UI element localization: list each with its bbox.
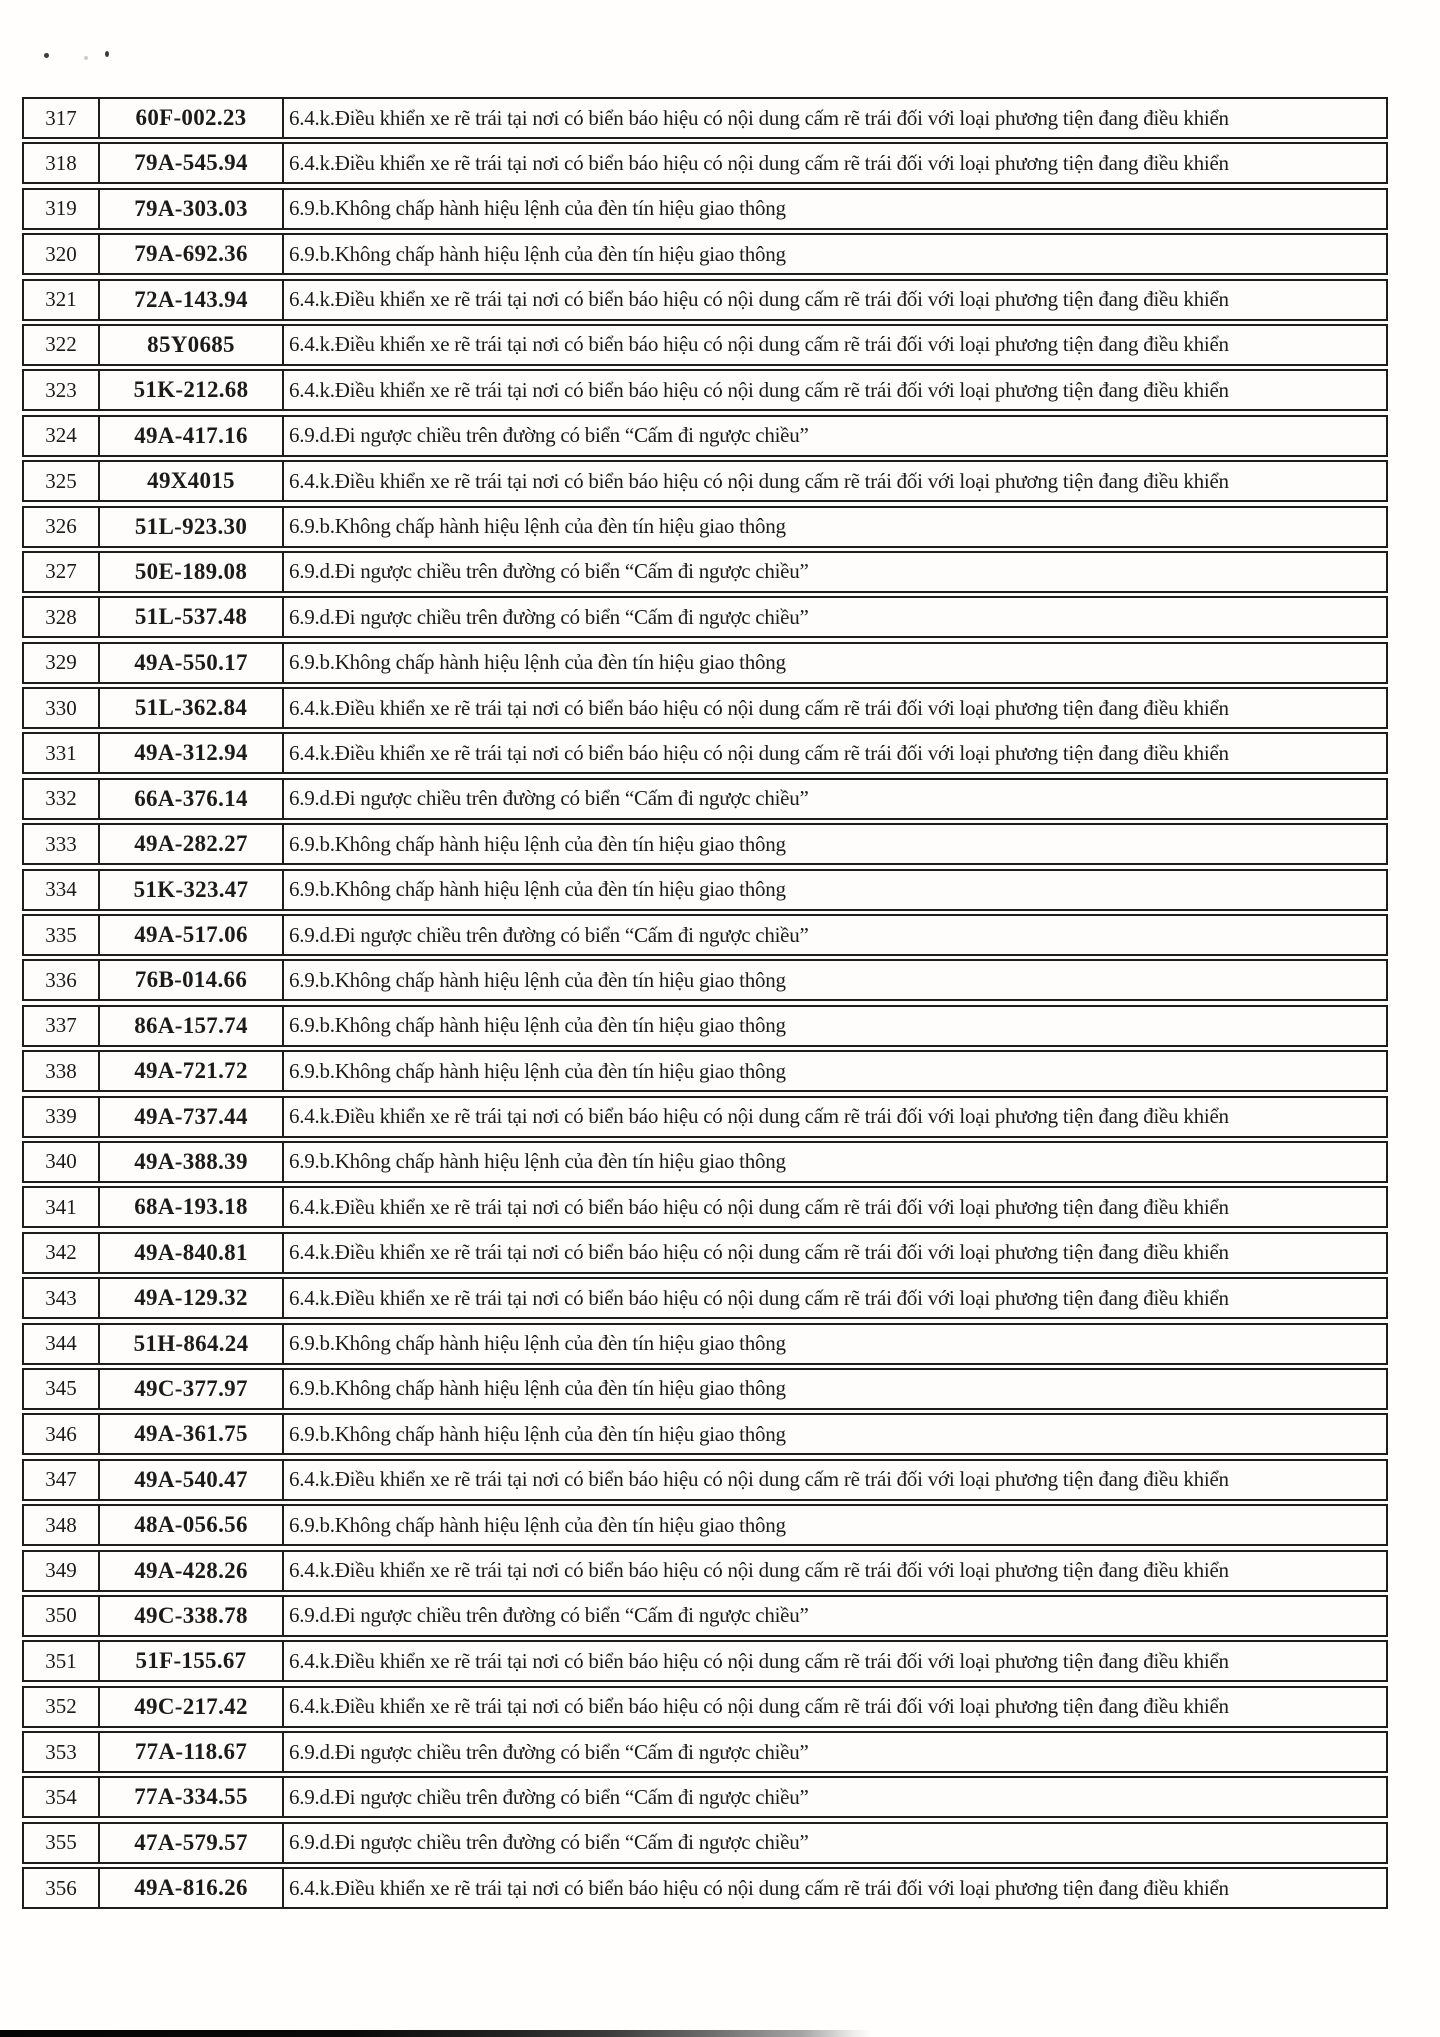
table-row xyxy=(22,642,1388,684)
table-row xyxy=(22,506,1388,548)
row-number-cell: 339 xyxy=(24,1098,100,1136)
license-plate-cell: 72A-143.94 xyxy=(100,281,284,319)
license-plate-cell: 51F-155.67 xyxy=(100,1642,284,1680)
license-plate-cell: 79A-545.94 xyxy=(100,144,284,182)
violation-description-cell: 6.9.b.Không chấp hành hiệu lệnh của đèn tín hiệu giao thông xyxy=(289,1149,786,1174)
row-number-cell: 341 xyxy=(24,1188,100,1226)
row-number-cell: 322 xyxy=(24,326,100,364)
row-number-cell: 353 xyxy=(24,1733,100,1771)
violation-description-cell: 6.9.b.Không chấp hành hiệu lệnh của đèn tín hiệu giao thông xyxy=(289,1512,786,1537)
violation-description-cell: 6.4.k.Điều khiển xe rẽ trái tại nơi có biển báo hiệu có nội dung cấm rẽ trái đối với loại phương tiện đang điều khiển xyxy=(289,287,1229,312)
table-row xyxy=(22,1504,1388,1546)
row-number-cell: 344 xyxy=(24,1325,100,1363)
row-number-cell: 348 xyxy=(24,1506,100,1544)
table-row xyxy=(22,959,1388,1001)
table-row xyxy=(22,1776,1388,1818)
violation-table xyxy=(22,97,1388,1913)
license-plate-cell: 51K-323.47 xyxy=(100,871,284,909)
row-number-cell: 337 xyxy=(24,1007,100,1045)
table-row xyxy=(22,142,1388,184)
row-number-cell: 328 xyxy=(24,598,100,636)
license-plate-cell: 51L-537.48 xyxy=(100,598,284,636)
violation-description-cell: 6.4.k.Điều khiển xe rẽ trái tại nơi có biển báo hiệu có nội dung cấm rẽ trái đối với loại phương tiện đang điều khiển xyxy=(289,150,1229,175)
row-number-cell: 329 xyxy=(24,644,100,682)
row-number-cell: 352 xyxy=(24,1688,100,1726)
license-plate-cell: 49A-816.26 xyxy=(100,1869,284,1907)
license-plate-cell: 86A-157.74 xyxy=(100,1007,284,1045)
row-number-cell: 349 xyxy=(24,1552,100,1590)
table-row xyxy=(22,1050,1388,1092)
scan-speck-icon xyxy=(105,51,109,57)
row-number-cell: 327 xyxy=(24,553,100,591)
license-plate-cell: 50E-189.08 xyxy=(100,553,284,591)
table-row xyxy=(22,823,1388,865)
violation-description-cell: 6.9.b.Không chấp hành hiệu lệnh của đèn tín hiệu giao thông xyxy=(289,1013,786,1038)
row-number-cell: 324 xyxy=(24,417,100,455)
license-plate-cell: 49X4015 xyxy=(100,462,284,500)
table-row xyxy=(22,869,1388,911)
violation-description-cell: 6.9.d.Đi ngược chiều trên đường có biển “Cấm đi ngược chiều” xyxy=(289,1830,809,1855)
violation-description-cell: 6.4.k.Điều khiển xe rẽ trái tại nơi có biển báo hiệu có nội dung cấm rẽ trái đối với loại phương tiện đang điều khiển xyxy=(289,1875,1229,1900)
row-number-cell: 347 xyxy=(24,1461,100,1499)
table-row xyxy=(22,279,1388,321)
table-row xyxy=(22,1323,1388,1365)
violation-description-cell: 6.9.b.Không chấp hành hiệu lệnh của đèn tín hiệu giao thông xyxy=(289,241,786,266)
row-number-cell: 336 xyxy=(24,961,100,999)
row-number-cell: 318 xyxy=(24,144,100,182)
table-row xyxy=(22,1822,1388,1864)
row-number-cell: 332 xyxy=(24,780,100,818)
row-number-cell: 326 xyxy=(24,508,100,546)
violation-description-cell: 6.4.k.Điều khiển xe rẽ trái tại nơi có biển báo hiệu có nội dung cấm rẽ trái đối với loại phương tiện đang điều khiển xyxy=(289,1694,1229,1719)
license-plate-cell: 49A-540.47 xyxy=(100,1461,284,1499)
license-plate-cell: 49C-217.42 xyxy=(100,1688,284,1726)
violation-description-cell: 6.4.k.Điều khiển xe rẽ trái tại nơi có biển báo hiệu có nội dung cấm rẽ trái đối với loại phương tiện đang điều khiển xyxy=(289,695,1229,720)
row-number-cell: 340 xyxy=(24,1143,100,1181)
license-plate-cell: 49A-129.32 xyxy=(100,1279,284,1317)
license-plate-cell: 79A-692.36 xyxy=(100,235,284,273)
row-number-cell: 333 xyxy=(24,825,100,863)
row-number-cell: 356 xyxy=(24,1869,100,1907)
scan-speck-icon xyxy=(44,53,49,58)
license-plate-cell: 48A-056.56 xyxy=(100,1506,284,1544)
violation-description-cell: 6.9.b.Không chấp hành hiệu lệnh của đèn tín hiệu giao thông xyxy=(289,650,786,675)
scan-speck-icon xyxy=(84,56,88,60)
table-row xyxy=(22,551,1388,593)
row-number-cell: 338 xyxy=(24,1052,100,1090)
violation-description-cell: 6.4.k.Điều khiển xe rẽ trái tại nơi có biển báo hiệu có nội dung cấm rẽ trái đối với loại phương tiện đang điều khiển xyxy=(289,1467,1229,1492)
license-plate-cell: 85Y0685 xyxy=(100,326,284,364)
row-number-cell: 350 xyxy=(24,1597,100,1635)
row-number-cell: 355 xyxy=(24,1824,100,1862)
row-number-cell: 354 xyxy=(24,1778,100,1816)
row-number-cell: 351 xyxy=(24,1642,100,1680)
violation-description-cell: 6.9.d.Đi ngược chiều trên đường có biển “Cấm đi ngược chiều” xyxy=(289,1739,809,1764)
table-row xyxy=(22,1141,1388,1183)
license-plate-cell: 66A-376.14 xyxy=(100,780,284,818)
table-row xyxy=(22,596,1388,638)
violation-description-cell: 6.4.k.Điều khiển xe rẽ trái tại nơi có biển báo hiệu có nội dung cấm rẽ trái đối với loại phương tiện đang điều khiển xyxy=(289,740,1229,765)
license-plate-cell: 77A-334.55 xyxy=(100,1778,284,1816)
violation-description-cell: 6.9.d.Đi ngược chiều trên đường có biển “Cấm đi ngược chiều” xyxy=(289,1603,809,1628)
table-row xyxy=(22,188,1388,230)
license-plate-cell: 51L-923.30 xyxy=(100,508,284,546)
table-row xyxy=(22,1731,1388,1773)
license-plate-cell: 49A-388.39 xyxy=(100,1143,284,1181)
table-row xyxy=(22,324,1388,366)
violation-description-cell: 6.9.b.Không chấp hành hiệu lệnh của đèn tín hiệu giao thông xyxy=(289,877,786,902)
table-row xyxy=(22,1277,1388,1319)
violation-description-cell: 6.9.b.Không chấp hành hiệu lệnh của đèn tín hiệu giao thông xyxy=(289,514,786,539)
violation-description-cell: 6.9.b.Không chấp hành hiệu lệnh của đèn tín hiệu giao thông xyxy=(289,967,786,992)
violation-description-cell: 6.4.k.Điều khiển xe rẽ trái tại nơi có biển báo hiệu có nội dung cấm rẽ trái đối với loại phương tiện đang điều khiển xyxy=(289,1285,1229,1310)
violation-description-cell: 6.9.b.Không chấp hành hiệu lệnh của đèn tín hiệu giao thông xyxy=(289,831,786,856)
license-plate-cell: 49A-737.44 xyxy=(100,1098,284,1136)
violation-description-cell: 6.9.d.Đi ngược chiều trên đường có biển “Cấm đi ngược chiều” xyxy=(289,786,809,811)
license-plate-cell: 51H-864.24 xyxy=(100,1325,284,1363)
violation-description-cell: 6.4.k.Điều khiển xe rẽ trái tại nơi có biển báo hiệu có nội dung cấm rẽ trái đối với loại phương tiện đang điều khiển xyxy=(289,377,1229,402)
table-row xyxy=(22,778,1388,820)
table-row xyxy=(22,732,1388,774)
license-plate-cell: 77A-118.67 xyxy=(100,1733,284,1771)
violation-description-cell: 6.4.k.Điều khiển xe rẽ trái tại nơi có biển báo hiệu có nội dung cấm rẽ trái đối với loại phương tiện đang điều khiển xyxy=(289,1104,1229,1129)
license-plate-cell: 49A-417.16 xyxy=(100,417,284,455)
violation-description-cell: 6.4.k.Điều khiển xe rẽ trái tại nơi có biển báo hiệu có nội dung cấm rẽ trái đối với loại phương tiện đang điều khiển xyxy=(289,1240,1229,1265)
license-plate-cell: 49A-721.72 xyxy=(100,1052,284,1090)
table-row xyxy=(22,97,1388,139)
row-number-cell: 320 xyxy=(24,235,100,273)
license-plate-cell: 79A-303.03 xyxy=(100,190,284,228)
license-plate-cell: 49A-282.27 xyxy=(100,825,284,863)
violation-description-cell: 6.4.k.Điều khiển xe rẽ trái tại nơi có biển báo hiệu có nội dung cấm rẽ trái đối với loại phương tiện đang điều khiển xyxy=(289,1558,1229,1582)
table-row xyxy=(22,460,1388,502)
license-plate-cell: 76B-014.66 xyxy=(100,961,284,999)
table-row xyxy=(22,415,1388,457)
row-number-cell: 346 xyxy=(24,1415,100,1453)
violation-description-cell: 6.4.k.Điều khiển xe rẽ trái tại nơi có biển báo hiệu có nội dung cấm rẽ trái đối với loại phương tiện đang điều khiển xyxy=(289,468,1229,493)
violation-description-cell: 6.4.k.Điều khiển xe rẽ trái tại nơi có biển báo hiệu có nội dung cấm rẽ trái đối với loại phương tiện đang điều khiển xyxy=(289,332,1229,357)
row-number-cell: 321 xyxy=(24,281,100,319)
license-plate-cell: 60F-002.23 xyxy=(100,99,284,137)
table-row xyxy=(22,914,1388,956)
table-row xyxy=(22,1368,1388,1410)
row-number-cell: 343 xyxy=(24,1279,100,1317)
license-plate-cell: 49A-517.06 xyxy=(100,916,284,954)
table-row xyxy=(22,1232,1388,1274)
table-row xyxy=(22,687,1388,729)
license-plate-cell: 49A-550.17 xyxy=(100,644,284,682)
table-row xyxy=(22,1686,1388,1728)
table-row xyxy=(22,1096,1388,1138)
license-plate-cell: 49A-428.26 xyxy=(100,1552,284,1590)
violation-description-cell: 6.9.b.Không chấp hành hiệu lệnh của đèn tín hiệu giao thông xyxy=(289,1331,786,1356)
table-row xyxy=(22,1186,1388,1228)
violation-description-cell: 6.9.d.Đi ngược chiều trên đường có biển “Cấm đi ngược chiều” xyxy=(289,604,809,629)
violation-description-cell: 6.9.b.Không chấp hành hiệu lệnh của đèn tín hiệu giao thông xyxy=(289,1376,786,1401)
violation-description-cell: 6.9.b.Không chấp hành hiệu lệnh của đèn tín hiệu giao thông xyxy=(289,1421,786,1446)
license-plate-cell: 51L-362.84 xyxy=(100,689,284,727)
violation-description-cell: 6.9.d.Đi ngược chiều trên đường có biển “Cấm đi ngược chiều” xyxy=(289,1784,809,1809)
row-number-cell: 335 xyxy=(24,916,100,954)
license-plate-cell: 49C-338.78 xyxy=(100,1597,284,1635)
violation-description-cell: 6.4.k.Điều khiển xe rẽ trái tại nơi có biển báo hiệu có nội dung cấm rẽ trái đối với loại phương tiện đang điều khiển xyxy=(289,1648,1229,1673)
table-row xyxy=(22,369,1388,411)
license-plate-cell: 68A-193.18 xyxy=(100,1188,284,1226)
row-number-cell: 345 xyxy=(24,1370,100,1408)
license-plate-cell: 49A-361.75 xyxy=(100,1415,284,1453)
violation-description-cell: 6.9.d.Đi ngược chiều trên đường có biển “Cấm đi ngược chiều” xyxy=(289,423,809,448)
table-row xyxy=(22,1005,1388,1047)
table-row xyxy=(22,1867,1388,1909)
table-row xyxy=(22,1595,1388,1637)
violation-description-cell: 6.9.b.Không chấp hành hiệu lệnh của đèn tín hiệu giao thông xyxy=(289,196,786,221)
license-plate-cell: 49A-312.94 xyxy=(100,734,284,772)
violation-description-cell: 6.4.k.Điều khiển xe rẽ trái tại nơi có biển báo hiệu có nội dung cấm rẽ trái đối với loại phương tiện đang điều khiển xyxy=(289,1194,1229,1219)
row-number-cell: 323 xyxy=(24,371,100,409)
table-row xyxy=(22,1413,1388,1455)
row-number-cell: 342 xyxy=(24,1234,100,1272)
scan-artifact-bar xyxy=(0,2030,872,2037)
violation-description-cell: 6.4.k.Điều khiển xe rẽ trái tại nơi có biển báo hiệu có nội dung cấm rẽ trái đối với loại phương tiện đang điều khiển xyxy=(289,105,1229,130)
license-plate-cell: 51K-212.68 xyxy=(100,371,284,409)
row-number-cell: 330 xyxy=(24,689,100,727)
violation-description-cell: 6.9.b.Không chấp hành hiệu lệnh của đèn tín hiệu giao thông xyxy=(289,1058,786,1083)
license-plate-cell: 47A-579.57 xyxy=(100,1824,284,1862)
row-number-cell: 319 xyxy=(24,190,100,228)
table-row xyxy=(22,1550,1388,1592)
row-number-cell: 325 xyxy=(24,462,100,500)
license-plate-cell: 49A-840.81 xyxy=(100,1234,284,1272)
row-number-cell: 331 xyxy=(24,734,100,772)
row-number-cell: 317 xyxy=(24,99,100,137)
license-plate-cell: 49C-377.97 xyxy=(100,1370,284,1408)
table-row xyxy=(22,1459,1388,1501)
violation-description-cell: 6.9.d.Đi ngược chiều trên đường có biển “Cấm đi ngược chiều” xyxy=(289,922,809,947)
violation-description-cell: 6.9.d.Đi ngược chiều trên đường có biển “Cấm đi ngược chiều” xyxy=(289,559,809,584)
table-row xyxy=(22,1640,1388,1682)
row-number-cell: 334 xyxy=(24,871,100,909)
table-row xyxy=(22,233,1388,275)
